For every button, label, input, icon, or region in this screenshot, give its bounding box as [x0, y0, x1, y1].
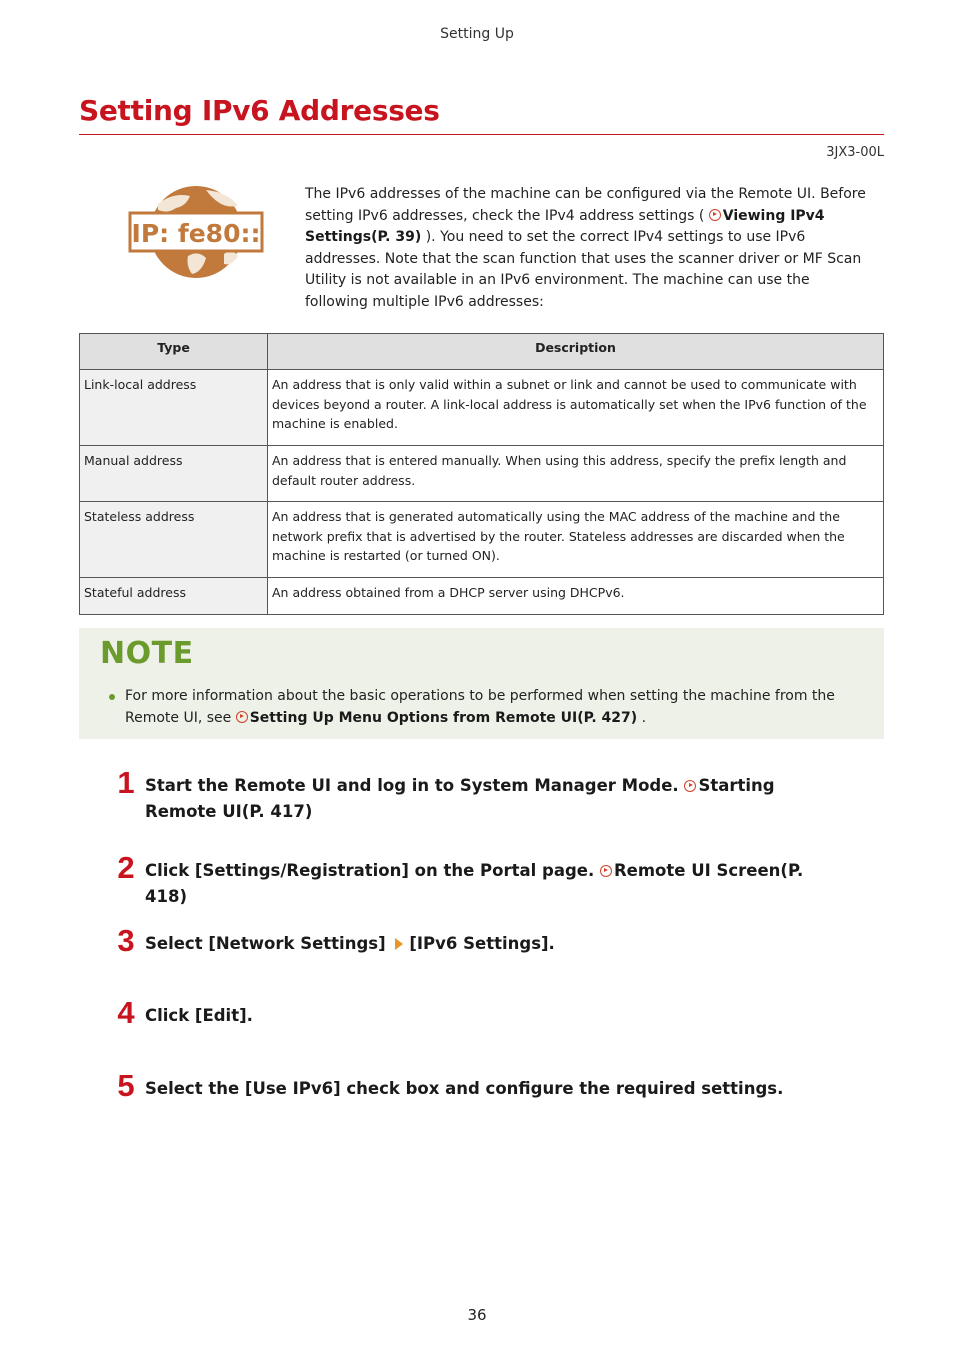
- page-title: Setting IPv6 Addresses: [79, 94, 440, 127]
- step-text: [145, 931, 835, 957]
- running-header: Setting Up: [440, 26, 514, 42]
- intro-text-1: The IPv6 addresses of the machine can be configured via the Remote UI. Before setting IPv6 addresses, check the IPv4 address settings (: [305, 186, 866, 224]
- link-starting-remote-ui[interactable]: Starting Remote UI(P. 417): [145, 776, 775, 821]
- link-viewing-ipv4-settings[interactable]: Viewing IPv4 Settings(P. 39): [305, 207, 825, 246]
- step-number: 1: [117, 765, 135, 800]
- menu-arrow-icon: [395, 938, 403, 950]
- table-cell-type: Link-local address: [80, 370, 268, 446]
- step-number: 3: [117, 923, 135, 958]
- table-row: [80, 502, 884, 578]
- table-row: [80, 370, 884, 446]
- ip-icon-label: IP: fe80::: [131, 219, 261, 248]
- note-text-1: For more information about the basic operations to be performed when setting the machine from the Remote UI, see: [125, 688, 835, 726]
- note-text-2: .: [637, 709, 647, 726]
- link-arrow-icon: [684, 780, 696, 792]
- step-number: 4: [117, 995, 135, 1030]
- table-row: [80, 446, 884, 502]
- step-text: [145, 858, 835, 910]
- ip-globe-icon: [128, 184, 264, 280]
- note-item: [125, 686, 845, 729]
- table-cell-description: An address that is generated automatically using the MAC address of the machine and the network prefix that is advertised by the router. Stateless addresses are discarded when the machine is restarted (or turned ON).: [268, 502, 884, 578]
- intro-paragraph: [305, 184, 875, 314]
- step-number: 2: [117, 850, 135, 885]
- page-number: 36: [467, 1306, 487, 1324]
- table-cell-type: Manual address: [80, 446, 268, 502]
- link-setting-up-menu-options[interactable]: Setting Up Menu Options from Remote UI(P. 427): [249, 709, 638, 726]
- step-text: Select the [Use IPv6] check box and configure the required settings.: [145, 1079, 784, 1098]
- link-remote-ui-screen[interactable]: Remote UI Screen(P. 418): [145, 861, 804, 906]
- table-cell-type: Stateful address: [80, 578, 268, 615]
- intro-text-2: ). You need to set the correct IPv4 settings to use IPv6 addresses. Note that the scan function that uses the scanner driver or MF Scan Utility is not available in an IPv6 environment. The machine can use the following multiple IPv6 addresses:: [305, 229, 862, 310]
- table-cell-description: An address that is only valid within a subnet or link and cannot be used to communicate with devices beyond a router. A link-local address is automatically set when the IPv6 function of the machine is enabled.: [268, 370, 884, 446]
- table-cell-description: An address that is entered manually. When using this address, specify the prefix length and default router address.: [268, 446, 884, 502]
- link-arrow-icon: [600, 865, 612, 877]
- step-3-instruction: Select [Network Settings]: [145, 934, 392, 953]
- step-3-instruction-b: [IPv6 Settings].: [409, 934, 555, 953]
- table-row: [80, 578, 884, 615]
- link-arrow-icon: [709, 209, 721, 221]
- link-arrow-icon: [236, 711, 248, 723]
- ipv6-address-table: [79, 333, 884, 615]
- note-heading: NOTE: [100, 636, 194, 671]
- table-cell-description: An address obtained from a DHCP server using DHCPv6.: [268, 578, 884, 615]
- table-cell-type: Stateless address: [80, 502, 268, 578]
- step-text: Click [Edit].: [145, 1006, 253, 1025]
- document-code: 3JX3-00L: [826, 145, 884, 160]
- title-rule: [79, 134, 884, 135]
- note-box: [79, 628, 884, 739]
- table-header-type: Type: [80, 334, 268, 370]
- table-header-description: Description: [268, 334, 884, 370]
- step-2-instruction: Click [Settings/Registration] on the Portal page.: [145, 861, 600, 880]
- bullet-icon: [109, 694, 115, 700]
- step-text: [145, 773, 835, 825]
- step-1-instruction: Start the Remote UI and log in to System Manager Mode.: [145, 776, 685, 795]
- step-number: 5: [117, 1068, 135, 1103]
